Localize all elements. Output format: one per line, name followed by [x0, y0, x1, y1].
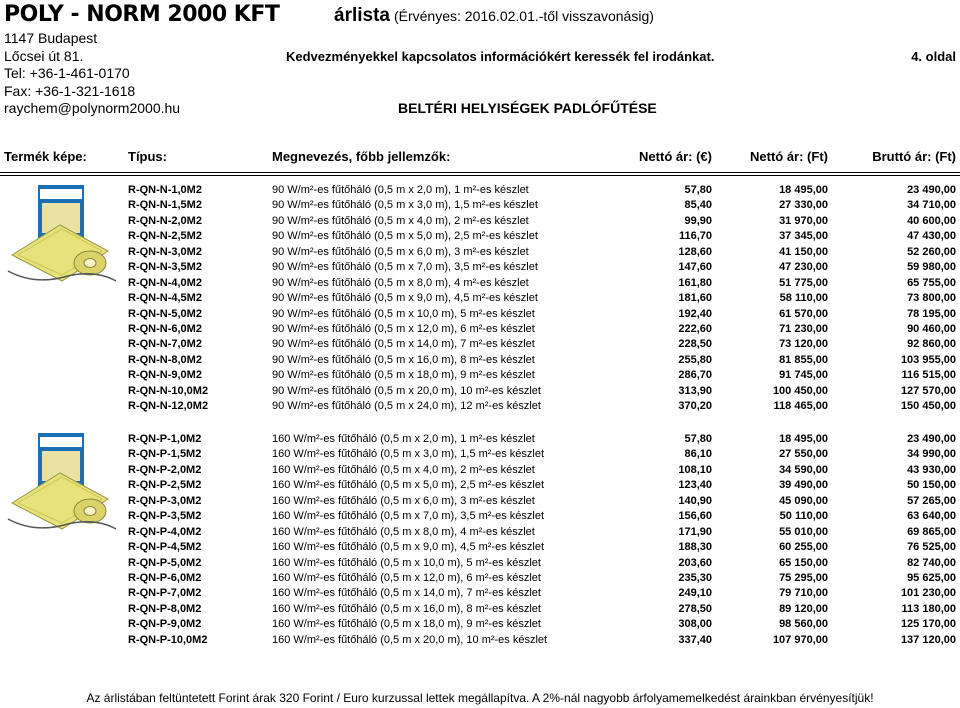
table-row — [0, 478, 960, 493]
price-net-ft: 81 855,00 — [779, 353, 828, 366]
price-net-ft: 45 090,00 — [779, 494, 828, 507]
product-name: 160 W/m²-es fűtőháló (0,5 m x 14,0 m), 7 m²-es készlet — [272, 587, 541, 600]
product-type: R-QN-N-2,0M2 — [128, 214, 202, 227]
price-net-ft: 73 120,00 — [779, 338, 828, 351]
title-line — [334, 5, 654, 27]
price-net-eur: 123,40 — [678, 479, 712, 492]
price-net-eur: 188,30 — [678, 541, 712, 554]
price-gross-ft: 125 170,00 — [900, 618, 956, 631]
header-name: Megnevezés, főbb jellemzők: — [272, 149, 451, 164]
fax: Fax: +36-1-321-1618 — [4, 82, 136, 99]
price-gross-ft: 69 865,00 — [907, 525, 956, 538]
price-gross-ft: 103 955,00 — [900, 353, 956, 366]
page-number: 4. oldal — [911, 49, 956, 64]
product-name: 160 W/m²-es fűtőháló (0,5 m x 3,0 m), 1,5 m²-es készlet — [272, 448, 545, 461]
price-gross-ft: 92 860,00 — [907, 338, 956, 351]
price-net-eur: 99,90 — [684, 214, 712, 227]
table-row — [0, 384, 960, 399]
product-name: 90 W/m²-es fűtőháló (0,5 m x 2,0 m), 1 m²-es készlet — [272, 184, 529, 196]
price-net-ft: 60 255,00 — [779, 541, 828, 554]
product-type: R-QN-N-10,0M2 — [128, 384, 209, 397]
price-net-ft: 47 230,00 — [779, 261, 828, 274]
price-net-ft: 41 150,00 — [779, 245, 828, 258]
table-row — [0, 368, 960, 383]
price-net-eur: 192,40 — [678, 307, 712, 320]
price-gross-ft: 65 755,00 — [907, 276, 956, 289]
price-net-eur: 313,90 — [678, 384, 712, 397]
product-type: R-QN-P-2,0M2 — [128, 463, 202, 476]
discount-note: Kedvezményekkel kapcsolatos információkért keressék fel irodánkat. — [286, 49, 715, 64]
product-type: R-QN-N-1,0M2 — [128, 184, 202, 196]
table-header — [0, 149, 960, 167]
table-row — [0, 198, 960, 213]
price-gross-ft: 95 625,00 — [907, 571, 956, 584]
price-gross-ft: 82 740,00 — [907, 556, 956, 569]
product-group-90w — [0, 183, 960, 415]
price-net-eur: 228,50 — [678, 338, 712, 351]
product-type: R-QN-P-3,5M2 — [128, 510, 202, 523]
price-net-ft: 27 330,00 — [779, 199, 828, 212]
table-row — [0, 432, 960, 447]
product-name: 90 W/m²-es fűtőháló (0,5 m x 16,0 m), 8 m²-es készlet — [272, 353, 535, 366]
product-type: R-QN-N-1,5M2 — [128, 199, 202, 212]
product-name: 160 W/m²-es fűtőháló (0,5 m x 6,0 m), 3 m²-es készlet — [272, 494, 535, 507]
table-row — [0, 509, 960, 524]
price-net-eur: 85,40 — [684, 199, 712, 212]
price-net-ft: 31 970,00 — [779, 214, 828, 227]
price-net-eur: 249,10 — [678, 587, 712, 600]
section-title: BELTÉRI HELYISÉGEK PADLÓFŰTÉSE — [398, 100, 657, 116]
table-row — [0, 571, 960, 586]
product-type: R-QN-N-4,5M2 — [128, 292, 202, 305]
product-name: 160 W/m²-es fűtőháló (0,5 m x 8,0 m), 4 m²-es készlet — [272, 525, 535, 538]
price-gross-ft: 23 490,00 — [907, 433, 956, 445]
product-type: R-QN-P-3,0M2 — [128, 494, 202, 507]
table-row — [0, 494, 960, 509]
table-row — [0, 633, 960, 648]
product-type: R-QN-P-1,5M2 — [128, 448, 202, 461]
price-net-eur: 57,80 — [684, 433, 712, 445]
price-gross-ft: 43 930,00 — [907, 463, 956, 476]
company-logo: POLY - NORM 2000 KFT — [4, 2, 280, 27]
product-name: 160 W/m²-es fűtőháló (0,5 m x 7,0 m), 3,5 m²-es készlet — [272, 510, 545, 523]
price-net-eur: 116,70 — [678, 230, 712, 243]
footer-note: Az árlistában feltüntetett Forint árak 320 Forint / Euro kurzussal lettek megállapítva. A 2%-nál nagyobb árfolyamemelkedést árainkban érvényesítjük! — [86, 691, 874, 705]
price-net-eur: 222,60 — [678, 322, 712, 335]
price-net-ft: 71 230,00 — [779, 322, 828, 335]
price-gross-ft: 57 265,00 — [907, 494, 956, 507]
price-net-eur: 128,60 — [678, 245, 712, 258]
price-gross-ft: 50 150,00 — [907, 479, 956, 492]
product-name: 90 W/m²-es fűtőháló (0,5 m x 10,0 m), 5 m²-es készlet — [272, 307, 535, 320]
table-row — [0, 183, 960, 198]
table-row — [0, 260, 960, 275]
price-net-ft: 61 570,00 — [779, 307, 828, 320]
header-net-ft: Nettó ár: (Ft) — [750, 149, 828, 164]
price-net-eur: 235,30 — [678, 571, 712, 584]
product-name: 90 W/m²-es fűtőháló (0,5 m x 6,0 m), 3 m²-es készlet — [272, 245, 529, 258]
price-gross-ft: 137 120,00 — [900, 633, 956, 646]
price-net-eur: 147,60 — [678, 261, 712, 274]
product-type: R-QN-P-4,5M2 — [128, 541, 202, 554]
header-type: Típus: — [128, 149, 167, 164]
price-net-eur: 337,40 — [678, 633, 712, 646]
product-name: 160 W/m²-es fűtőháló (0,5 m x 10,0 m), 5 m²-es készlet — [272, 556, 541, 569]
price-net-eur: 108,10 — [678, 463, 712, 476]
table-row — [0, 291, 960, 306]
table-row — [0, 586, 960, 601]
table-row — [0, 214, 960, 229]
price-net-eur: 255,80 — [678, 353, 712, 366]
product-type: R-QN-N-5,0M2 — [128, 307, 202, 320]
price-net-eur: 203,60 — [678, 556, 712, 569]
price-net-eur: 181,60 — [678, 292, 712, 305]
price-gross-ft: 34 990,00 — [907, 448, 956, 461]
product-type: R-QN-N-12,0M2 — [128, 400, 209, 413]
price-net-ft: 91 745,00 — [779, 369, 828, 382]
address-city: 1147 Budapest — [4, 30, 98, 46]
table-row — [0, 399, 960, 414]
table-row — [0, 353, 960, 368]
header-net-eur: Nettó ár: (€) — [639, 149, 712, 164]
product-type: R-QN-P-6,0M2 — [128, 571, 202, 584]
table-row — [0, 322, 960, 337]
price-gross-ft: 23 490,00 — [907, 184, 956, 196]
price-net-eur: 161,80 — [678, 276, 712, 289]
product-name: 90 W/m²-es fűtőháló (0,5 m x 14,0 m), 7 m²-es készlet — [272, 338, 535, 351]
header-divider — [0, 172, 960, 173]
price-gross-ft: 59 980,00 — [907, 261, 956, 274]
table-row — [0, 337, 960, 352]
contact-block — [4, 30, 180, 118]
product-type: R-QN-N-3,0M2 — [128, 245, 202, 258]
product-type: R-QN-P-7,0M2 — [128, 587, 202, 600]
table-row — [0, 463, 960, 478]
price-gross-ft: 73 800,00 — [907, 292, 956, 305]
product-name: 90 W/m²-es fűtőháló (0,5 m x 3,0 m), 1,5 m²-es készlet — [272, 199, 538, 212]
price-gross-ft: 101 230,00 — [900, 587, 956, 600]
price-net-ft: 55 010,00 — [779, 525, 828, 538]
price-gross-ft: 78 195,00 — [907, 307, 956, 320]
price-net-ft: 27 550,00 — [779, 448, 828, 461]
product-type: R-QN-N-9,0M2 — [128, 369, 202, 382]
table-row — [0, 556, 960, 571]
price-net-eur: 278,50 — [678, 602, 712, 615]
price-net-eur: 171,90 — [678, 525, 712, 538]
price-gross-ft: 47 430,00 — [907, 230, 956, 243]
price-net-eur: 86,10 — [684, 448, 712, 461]
price-net-ft: 89 120,00 — [779, 602, 828, 615]
product-name: 90 W/m²-es fűtőháló (0,5 m x 4,0 m), 2 m²-es készlet — [272, 214, 529, 227]
price-net-ft: 18 495,00 — [779, 184, 828, 196]
price-gross-ft: 150 450,00 — [900, 400, 956, 413]
product-name: 90 W/m²-es fűtőháló (0,5 m x 24,0 m), 12 m²-es készlet — [272, 400, 541, 413]
product-name: 160 W/m²-es fűtőháló (0,5 m x 12,0 m), 6 m²-es készlet — [272, 571, 541, 584]
table-row — [0, 307, 960, 322]
price-net-eur: 140,90 — [678, 494, 712, 507]
product-group-160w — [0, 432, 960, 648]
price-net-ft: 34 590,00 — [779, 463, 828, 476]
price-gross-ft: 90 460,00 — [907, 322, 956, 335]
price-gross-ft: 63 640,00 — [907, 510, 956, 523]
product-type: R-QN-N-3,5M2 — [128, 261, 202, 274]
price-net-ft: 39 490,00 — [779, 479, 828, 492]
table-row — [0, 617, 960, 632]
product-type: R-QN-N-2,5M2 — [128, 230, 202, 243]
price-net-eur: 308,00 — [678, 618, 712, 631]
price-net-ft: 107 970,00 — [772, 633, 828, 646]
table-row — [0, 245, 960, 260]
table-row — [0, 276, 960, 291]
product-name: 90 W/m²-es fűtőháló (0,5 m x 18,0 m), 9 m²-es készlet — [272, 369, 535, 382]
header-gross-ft: Bruttó ár: (Ft) — [872, 149, 956, 164]
price-net-ft: 118 465,00 — [773, 400, 828, 413]
product-type: R-QN-N-7,0M2 — [128, 338, 202, 351]
product-name: 160 W/m²-es fűtőháló (0,5 m x 9,0 m), 4,5 m²-es készlet — [272, 541, 545, 554]
product-name: 160 W/m²-es fűtőháló (0,5 m x 16,0 m), 8 m²-es készlet — [272, 602, 541, 615]
price-net-eur: 370,20 — [678, 400, 712, 413]
price-net-ft: 58 110,00 — [779, 292, 828, 305]
price-net-ft: 98 560,00 — [779, 618, 828, 631]
product-name: 90 W/m²-es fűtőháló (0,5 m x 20,0 m), 10 m²-es készlet — [272, 384, 541, 397]
product-name: 90 W/m²-es fűtőháló (0,5 m x 8,0 m), 4 m²-es készlet — [272, 276, 529, 289]
price-gross-ft: 76 525,00 — [907, 541, 956, 554]
price-net-ft: 51 775,00 — [779, 276, 828, 289]
price-gross-ft: 127 570,00 — [900, 384, 956, 397]
product-type: R-QN-P-5,0M2 — [128, 556, 202, 569]
product-name: 160 W/m²-es fűtőháló (0,5 m x 18,0 m), 9 m²-es készlet — [272, 618, 541, 631]
header-image: Termék képe: — [4, 149, 87, 164]
email: raychem@polynorm2000.hu — [4, 100, 181, 117]
price-gross-ft: 116 515,00 — [901, 369, 956, 382]
price-gross-ft: 52 260,00 — [907, 245, 956, 258]
product-name: 160 W/m²-es fűtőháló (0,5 m x 4,0 m), 2 m²-es készlet — [272, 463, 535, 476]
price-net-eur: 286,70 — [678, 369, 712, 382]
price-gross-ft: 40 600,00 — [907, 214, 956, 227]
price-gross-ft: 34 710,00 — [907, 199, 956, 212]
product-name: 90 W/m²-es fűtőháló (0,5 m x 12,0 m), 6 m²-es készlet — [272, 322, 535, 335]
price-net-ft: 37 345,00 — [779, 230, 828, 243]
price-net-eur: 156,60 — [678, 510, 712, 523]
price-net-ft: 65 150,00 — [779, 556, 828, 569]
price-net-eur: 57,80 — [684, 184, 712, 196]
price-net-ft: 50 110,00 — [779, 510, 828, 523]
table-row — [0, 540, 960, 555]
table-row — [0, 602, 960, 617]
product-type: R-QN-P-9,0M2 — [128, 618, 202, 631]
product-type: R-QN-P-4,0M2 — [128, 525, 202, 538]
validity-note: (Érvényes: 2016.02.01.-től visszavonásig) — [393, 8, 654, 24]
table-row — [0, 525, 960, 540]
product-type: R-QN-P-2,5M2 — [128, 479, 202, 492]
price-gross-ft: 113 180,00 — [901, 602, 956, 615]
address-street: Lőcsei út 81. — [4, 47, 84, 64]
price-net-ft: 79 710,00 — [779, 587, 828, 600]
product-name: 90 W/m²-es fűtőháló (0,5 m x 5,0 m), 2,5 m²-es készlet — [272, 230, 538, 243]
header-divider-2 — [0, 175, 960, 176]
product-type: R-QN-N-6,0M2 — [128, 322, 202, 335]
page-title: árlista — [334, 5, 390, 26]
product-type: R-QN-N-8,0M2 — [128, 353, 202, 366]
product-type: R-QN-P-1,0M2 — [128, 433, 202, 445]
product-name: 160 W/m²-es fűtőháló (0,5 m x 20,0 m), 10 m²-es készlet — [272, 633, 548, 646]
phone: Tel: +36-1-461-0170 — [4, 65, 130, 82]
product-name: 90 W/m²-es fűtőháló (0,5 m x 7,0 m), 3,5 m²-es készlet — [272, 261, 538, 274]
product-name: 160 W/m²-es fűtőháló (0,5 m x 2,0 m), 1 m²-es készlet — [272, 433, 535, 445]
table-row — [0, 447, 960, 462]
product-type: R-QN-P-8,0M2 — [128, 602, 202, 615]
product-type: R-QN-N-4,0M2 — [128, 276, 202, 289]
table-row — [0, 229, 960, 244]
price-net-ft: 18 495,00 — [779, 433, 828, 445]
product-name: 90 W/m²-es fűtőháló (0,5 m x 9,0 m), 4,5 m²-es készlet — [272, 292, 538, 305]
product-type: R-QN-P-10,0M2 — [128, 633, 208, 646]
price-net-ft: 100 450,00 — [772, 384, 828, 397]
price-net-ft: 75 295,00 — [779, 571, 828, 584]
product-name: 160 W/m²-es fűtőháló (0,5 m x 5,0 m), 2,5 m²-es készlet — [272, 479, 545, 492]
